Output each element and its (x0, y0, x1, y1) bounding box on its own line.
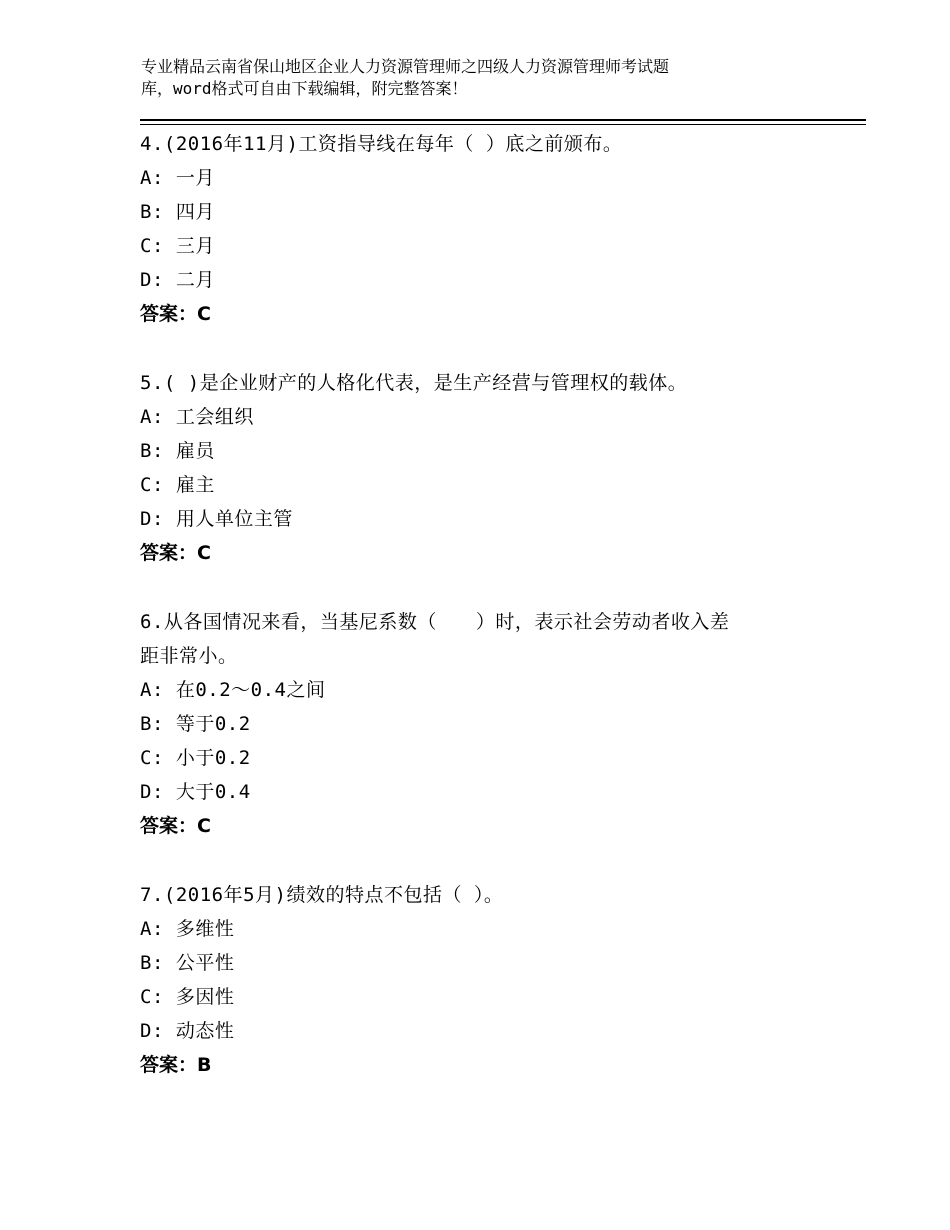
option-d: D: 二月 (140, 269, 215, 291)
question-stem: 5.( )是企业财产的人格化代表，是生产经营与管理权的载体。 (140, 372, 688, 394)
question-stem: 4.(2016年11月)工资指导线在每年（ ）底之前颁布。 (140, 133, 623, 155)
answer: 答案：C (140, 542, 211, 564)
question-stem: 7.(2016年5月)绩效的特点不包括（ ）。 (140, 884, 504, 906)
question-6 (140, 605, 840, 843)
option-a: A: 一月 (140, 167, 215, 189)
question-7 (140, 878, 840, 1082)
answer: 答案：C (140, 303, 211, 325)
question-stem-line-1: 6.从各国情况来看，当基尼系数（ ）时，表示社会劳动者收入差 (140, 611, 730, 633)
option-b: B: 公平性 (140, 952, 235, 974)
option-c: C: 雇主 (140, 474, 215, 496)
option-d: D: 用人单位主管 (140, 508, 293, 530)
option-a: A: 多维性 (140, 918, 235, 940)
option-d: D: 大于0.4 (140, 781, 251, 803)
answer: 答案：B (140, 1054, 212, 1076)
header-divider-thick (140, 119, 866, 121)
document-header (141, 56, 781, 100)
header-divider-thin (140, 124, 866, 125)
option-b: B: 等于0.2 (140, 713, 251, 735)
option-c: C: 三月 (140, 235, 215, 257)
header-line-1: 专业精品云南省保山地区企业人力资源管理师之四级人力资源管理师考试题 (141, 57, 670, 76)
option-b: B: 四月 (140, 201, 215, 223)
option-a: A: 工会组织 (140, 406, 254, 428)
option-c: C: 小于0.2 (140, 747, 251, 769)
option-a: A: 在0.2～0.4之间 (140, 679, 326, 701)
question-stem-line-2: 距非常小。 (140, 645, 238, 667)
answer: 答案：C (140, 815, 211, 837)
option-b: B: 雇员 (140, 440, 215, 462)
option-d: D: 动态性 (140, 1020, 235, 1042)
header-line-2: 库，word格式可自由下载编辑，附完整答案！ (141, 79, 468, 98)
question-4 (140, 127, 840, 331)
question-5 (140, 366, 840, 570)
option-c: C: 多因性 (140, 986, 235, 1008)
